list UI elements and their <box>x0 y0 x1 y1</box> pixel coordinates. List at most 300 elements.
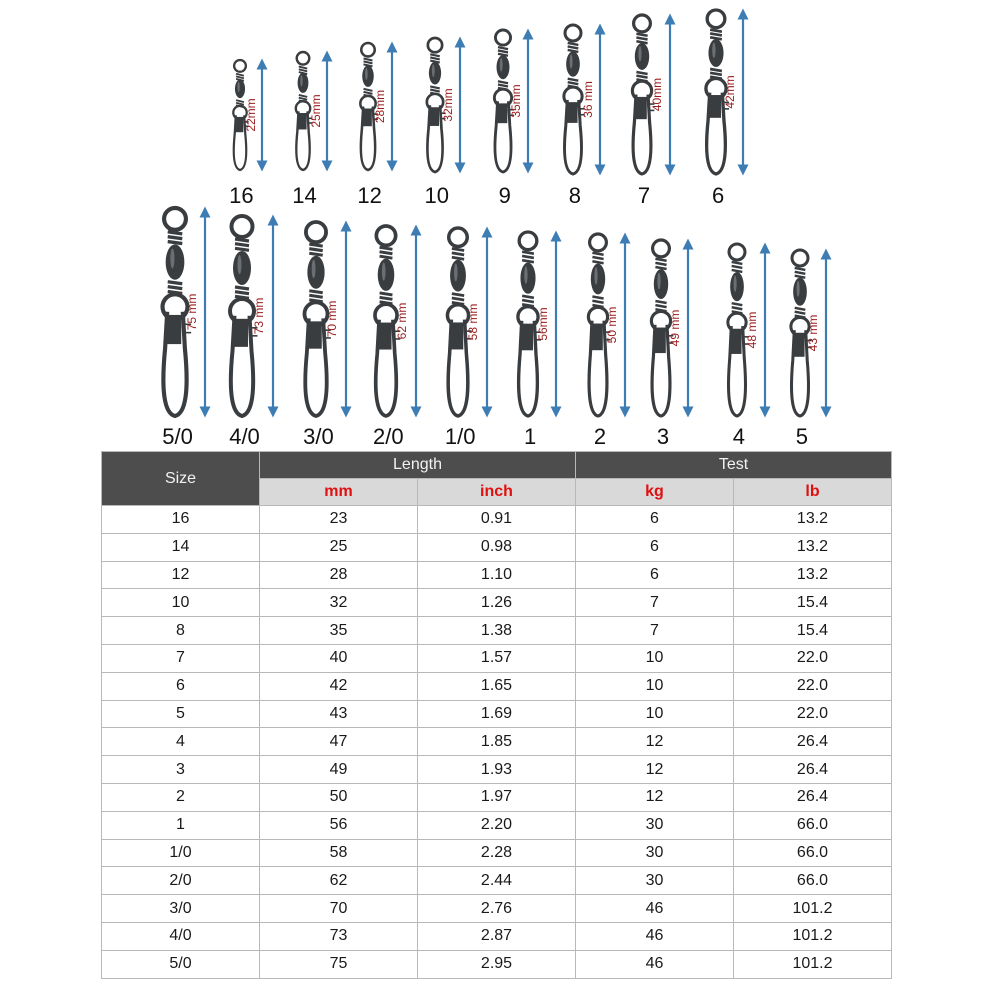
length-label: 62 mm <box>395 302 409 340</box>
kg-cell: 10 <box>576 672 734 700</box>
kg-cell: 30 <box>576 811 734 839</box>
top-eye-ring <box>232 216 253 237</box>
wire-coil <box>235 244 249 246</box>
wire-coil <box>364 92 373 94</box>
kg-cell: 46 <box>576 950 734 978</box>
lb-cell: 15.4 <box>734 617 892 645</box>
swivel <box>494 30 528 208</box>
top-eye-ring <box>449 228 467 246</box>
wire-coil <box>592 253 603 255</box>
size-label: 4 <box>732 424 746 449</box>
barrel-highlight <box>170 249 174 269</box>
swivel-barrel <box>166 244 185 279</box>
wire-coil <box>568 82 579 84</box>
wire-coil <box>732 270 743 272</box>
mm-cell: 32 <box>260 589 418 617</box>
wire-coil <box>168 282 183 284</box>
wire-coil <box>522 296 534 298</box>
wire-coil <box>452 257 464 259</box>
swivel <box>564 25 600 208</box>
swivel <box>357 43 392 208</box>
wire-coil <box>364 58 373 60</box>
wire-coil <box>299 69 307 71</box>
wire-coil <box>380 247 393 249</box>
length-label: 28mm <box>373 89 387 124</box>
barrel-highlight <box>797 281 800 297</box>
kg-cell: 12 <box>576 728 734 756</box>
size-label: 5 <box>795 424 809 449</box>
lb-cell: 101.2 <box>734 950 892 978</box>
swivel-barrel <box>362 65 374 87</box>
kg-cell: 10 <box>576 644 734 672</box>
table-row <box>102 839 892 867</box>
length-label: 73 mm <box>252 297 266 335</box>
top-eye-ring <box>590 234 607 251</box>
swivel-barrel <box>497 55 510 79</box>
bottom-row-swivels <box>162 208 826 449</box>
wire-coil <box>592 257 603 259</box>
size-cell: 5/0 <box>102 950 260 978</box>
mm-cell: 23 <box>260 506 418 534</box>
length-label: 32mm <box>441 88 455 122</box>
snap-lock-sleeve <box>520 324 533 351</box>
wire-coil <box>380 252 393 254</box>
wire-coil <box>452 294 464 296</box>
size-cell: 2 <box>102 783 260 811</box>
length-label: 36 mm <box>581 81 595 118</box>
snap-lock-sleeve <box>362 108 372 126</box>
wire-coil <box>309 244 322 246</box>
swivel <box>706 10 743 208</box>
mm-cell: 62 <box>260 867 418 895</box>
wire-coil <box>522 256 534 258</box>
swivel-barrel <box>793 278 807 306</box>
mm-cell: 43 <box>260 700 418 728</box>
size-label: 12 <box>357 183 382 208</box>
wire-coil <box>655 301 666 303</box>
barrel-highlight <box>382 262 386 280</box>
size-cell: 4/0 <box>102 922 260 950</box>
swivel-barrel <box>708 39 723 67</box>
wire-coil <box>568 79 579 81</box>
swivel-barrel <box>635 43 649 70</box>
wire-coil <box>655 305 666 307</box>
kg-cell: 6 <box>576 506 734 534</box>
lb-cell: 66.0 <box>734 867 892 895</box>
lb-cell: 101.2 <box>734 895 892 923</box>
kg-cell: 6 <box>576 561 734 589</box>
wire-coil <box>568 43 579 45</box>
length-label: 56mm <box>536 307 550 341</box>
inch-cell: 2.44 <box>418 867 576 895</box>
wire-coil <box>299 67 307 69</box>
inch-cell: 1.26 <box>418 589 576 617</box>
wire-coil <box>498 50 508 52</box>
size-label: 1/0 <box>444 424 476 449</box>
swivel <box>229 60 262 208</box>
swivel-barrel <box>429 62 441 85</box>
length-label: 58 mm <box>466 303 480 341</box>
wire-coil <box>498 47 508 49</box>
wire-coil <box>710 33 722 35</box>
lb-unit-header: lb <box>734 479 892 506</box>
wire-coil <box>592 261 603 263</box>
top-eye-ring <box>428 38 442 52</box>
swivel <box>162 208 205 449</box>
lb-cell: 13.2 <box>734 506 892 534</box>
mm-cell: 42 <box>260 672 418 700</box>
wire-coil <box>795 268 806 270</box>
wire-coil <box>592 296 603 298</box>
wire-coil <box>235 248 249 250</box>
top-eye-ring <box>376 226 395 245</box>
top-eye-ring <box>306 222 326 242</box>
inch-cell: 1.69 <box>418 700 576 728</box>
mm-cell: 49 <box>260 756 418 784</box>
kg-cell: 46 <box>576 895 734 923</box>
swivel-barrel <box>298 73 309 93</box>
wire-coil <box>636 34 647 36</box>
table-row <box>102 895 892 923</box>
wire-coil <box>235 292 249 294</box>
mm-cell: 28 <box>260 561 418 589</box>
size-label: 8 <box>568 183 582 208</box>
size-cell: 4 <box>102 728 260 756</box>
wire-coil <box>710 30 722 32</box>
mm-cell: 58 <box>260 839 418 867</box>
top-row-swivels <box>229 10 743 208</box>
swivel <box>588 234 625 449</box>
top-eye-ring <box>361 43 374 56</box>
inch-cell: 0.91 <box>418 506 576 534</box>
swivel <box>632 15 670 208</box>
wire-coil <box>498 85 508 87</box>
swivel <box>373 226 416 449</box>
barrel-highlight <box>365 68 368 80</box>
top-eye-ring <box>792 250 808 266</box>
swivel-barrel <box>235 79 245 98</box>
snap-lock-sleeve <box>654 328 666 354</box>
swivel-barrel <box>307 256 324 289</box>
inch-cell: 1.97 <box>418 783 576 811</box>
top-eye-ring <box>634 15 651 32</box>
top-eye-ring <box>653 240 670 257</box>
wire-coil <box>235 287 249 289</box>
snap-lock-sleeve <box>378 323 392 350</box>
mm-cell: 47 <box>260 728 418 756</box>
wire-coil <box>710 73 722 75</box>
table-row <box>102 672 892 700</box>
swivel <box>292 52 327 208</box>
length-label: 50 mm <box>605 306 619 344</box>
wire-coil <box>795 272 806 274</box>
table-row <box>102 561 892 589</box>
swivel-size-figure <box>0 0 994 450</box>
snap-lock-sleeve <box>793 333 804 357</box>
snap-lock-sleeve <box>730 329 741 354</box>
test-group-header: Test <box>576 452 892 479</box>
barrel-highlight <box>712 42 715 58</box>
length-group-header: Length <box>260 452 576 479</box>
swivel <box>303 222 346 449</box>
wire-coil <box>710 37 722 39</box>
lb-cell: 22.0 <box>734 672 892 700</box>
mm-cell: 75 <box>260 950 418 978</box>
barrel-highlight <box>657 273 660 290</box>
wire-coil <box>309 291 322 293</box>
size-label: 5/0 <box>162 424 193 449</box>
wire-coil <box>236 103 244 105</box>
lb-cell: 66.0 <box>734 839 892 867</box>
lb-cell: 26.4 <box>734 756 892 784</box>
wire-coil <box>236 74 244 76</box>
size-cell: 8 <box>102 617 260 645</box>
size-label: 3/0 <box>303 424 334 449</box>
barrel-highlight <box>312 260 316 278</box>
top-eye-ring <box>164 208 186 230</box>
swivel <box>791 250 826 449</box>
table-body <box>102 506 892 979</box>
table-row <box>102 644 892 672</box>
length-label: 42mm <box>723 75 737 109</box>
size-label: 16 <box>229 183 254 208</box>
table-row <box>102 700 892 728</box>
wire-coil <box>168 242 183 244</box>
top-eye-ring <box>707 10 725 28</box>
wire-coil <box>430 57 440 59</box>
snap-lock-sleeve <box>566 102 577 123</box>
top-eye-ring <box>729 244 745 260</box>
inch-cell: 2.28 <box>418 839 576 867</box>
mm-cell: 70 <box>260 895 418 923</box>
size-label: 3 <box>656 424 670 449</box>
lb-cell: 22.0 <box>734 700 892 728</box>
table-row <box>102 756 892 784</box>
swivel <box>728 244 765 449</box>
wire-coil <box>732 307 743 309</box>
size-cell: 2/0 <box>102 867 260 895</box>
snap-lock-sleeve <box>450 322 463 349</box>
snap-lock-sleeve <box>635 97 647 119</box>
barrel-highlight <box>524 266 527 284</box>
table-row <box>102 922 892 950</box>
size-label: 7 <box>637 183 651 208</box>
mm-cell: 50 <box>260 783 418 811</box>
size-cell: 7 <box>102 644 260 672</box>
length-label: 22mm <box>244 98 258 132</box>
lb-cell: 66.0 <box>734 811 892 839</box>
lb-cell: 13.2 <box>734 533 892 561</box>
lb-cell: 22.0 <box>734 644 892 672</box>
top-eye-ring <box>234 60 246 72</box>
length-label: 25mm <box>309 94 323 128</box>
wire-coil <box>380 293 393 295</box>
size-label: 2/0 <box>373 424 404 449</box>
barrel-highlight <box>432 64 435 77</box>
snap-lock-sleeve <box>235 117 243 132</box>
barrel-highlight <box>570 54 573 68</box>
wire-coil <box>636 76 647 78</box>
wire-coil <box>452 248 464 250</box>
inch-cell: 1.57 <box>418 644 576 672</box>
length-label: 40mm <box>650 77 664 112</box>
wire-coil <box>732 303 743 305</box>
snap-lock-sleeve <box>708 95 721 118</box>
mm-cell: 35 <box>260 617 418 645</box>
barrel-highlight <box>734 276 737 292</box>
snap-lock-sleeve <box>307 321 321 348</box>
kg-cell: 7 <box>576 589 734 617</box>
inch-cell: 2.20 <box>418 811 576 839</box>
table-row <box>102 533 892 561</box>
size-label: 14 <box>292 183 317 208</box>
swivel-barrel <box>233 251 251 285</box>
kg-cell: 10 <box>576 700 734 728</box>
top-eye-ring <box>565 25 581 41</box>
table-row <box>102 867 892 895</box>
lb-cell: 15.4 <box>734 589 892 617</box>
wire-coil <box>795 308 806 310</box>
table-row <box>102 783 892 811</box>
size-label: 10 <box>424 183 449 208</box>
wire-coil <box>168 237 183 239</box>
barrel-highlight <box>500 58 503 72</box>
length-label: 75 mm <box>185 293 199 331</box>
wire-coil <box>168 232 183 234</box>
wire-coil <box>452 298 464 300</box>
size-label: 4/0 <box>229 424 260 449</box>
inch-cell: 1.10 <box>418 561 576 589</box>
inch-cell: 0.98 <box>418 533 576 561</box>
size-cell: 12 <box>102 561 260 589</box>
size-cell: 14 <box>102 533 260 561</box>
length-label: 35mm <box>509 84 523 118</box>
wire-coil <box>430 54 440 56</box>
kg-cell: 12 <box>576 756 734 784</box>
kg-cell: 46 <box>576 922 734 950</box>
mm-cell: 56 <box>260 811 418 839</box>
kg-unit-header: kg <box>576 479 734 506</box>
swivel <box>229 216 273 449</box>
inch-cell: 1.85 <box>418 728 576 756</box>
wire-coil <box>522 260 534 262</box>
lb-cell: 26.4 <box>734 728 892 756</box>
length-label: 49 mm <box>668 309 682 347</box>
inch-cell: 1.65 <box>418 672 576 700</box>
table-row <box>102 811 892 839</box>
table-row <box>102 728 892 756</box>
size-label: 9 <box>498 183 511 208</box>
snap-lock-sleeve <box>166 315 182 344</box>
wire-coil <box>299 95 307 97</box>
wire-coil <box>732 262 743 264</box>
wire-coil <box>636 41 647 43</box>
swivel-barrel <box>450 260 466 292</box>
wire-coil <box>568 46 579 48</box>
length-label: 43 mm <box>806 314 820 352</box>
wire-coil <box>636 72 647 74</box>
top-eye-ring <box>297 52 310 65</box>
mm-unit-header: mm <box>260 479 418 506</box>
lb-cell: 13.2 <box>734 561 892 589</box>
kg-cell: 6 <box>576 533 734 561</box>
wire-coil <box>522 300 534 302</box>
size-cell: 5 <box>102 700 260 728</box>
inch-cell: 1.38 <box>418 617 576 645</box>
swivel <box>424 38 460 208</box>
size-cell: 16 <box>102 506 260 534</box>
wire-coil <box>655 263 666 265</box>
barrel-highlight <box>638 46 641 61</box>
barrel-highlight <box>594 267 597 284</box>
snap-lock-sleeve <box>591 324 603 351</box>
kg-cell: 30 <box>576 839 734 867</box>
table-row <box>102 950 892 978</box>
swivel-barrel <box>730 272 744 301</box>
size-cell: 3 <box>102 756 260 784</box>
swivel-barrel <box>378 259 395 291</box>
swivel-barrel <box>591 264 605 295</box>
wire-coil <box>430 90 440 92</box>
kg-cell: 7 <box>576 617 734 645</box>
size-cell: 6 <box>102 672 260 700</box>
inch-cell: 2.87 <box>418 922 576 950</box>
swivel <box>445 228 487 449</box>
snap-lock-sleeve <box>233 319 248 347</box>
swivel <box>518 232 556 449</box>
mm-cell: 40 <box>260 644 418 672</box>
kg-cell: 30 <box>576 867 734 895</box>
snap-lock-sleeve <box>429 107 439 126</box>
wire-coil <box>364 89 373 91</box>
wire-coil <box>309 295 322 297</box>
mm-cell: 73 <box>260 922 418 950</box>
wire-coil <box>364 61 373 63</box>
wire-coil <box>236 76 244 78</box>
lb-cell: 26.4 <box>734 783 892 811</box>
size-label: 2 <box>593 424 607 449</box>
wire-coil <box>236 100 244 102</box>
swivel-barrel <box>566 51 580 76</box>
swivel <box>651 240 688 449</box>
top-eye-ring <box>519 232 537 250</box>
snap-lock-sleeve <box>298 113 307 129</box>
wire-coil <box>380 297 393 299</box>
kg-cell: 12 <box>576 783 734 811</box>
barrel-highlight <box>238 255 242 274</box>
wire-coil <box>299 98 307 100</box>
length-label: 70 mm <box>325 300 339 338</box>
table-group-header-row <box>102 452 892 479</box>
swivel-barrel <box>520 263 535 294</box>
wire-coil <box>309 253 322 255</box>
wire-coil <box>309 249 322 251</box>
size-spec-table <box>101 451 892 979</box>
wire-coil <box>592 301 603 303</box>
barrel-highlight <box>237 82 239 92</box>
size-cell: 1/0 <box>102 839 260 867</box>
wire-coil <box>732 266 743 268</box>
wire-coil <box>795 276 806 278</box>
swivel-barrel <box>654 269 668 299</box>
snap-lock-sleeve <box>497 103 508 123</box>
barrel-highlight <box>300 75 302 86</box>
wire-coil <box>430 86 440 88</box>
wire-coil <box>452 253 464 255</box>
wire-coil <box>795 312 806 314</box>
wire-coil <box>380 256 393 258</box>
wire-coil <box>235 239 249 241</box>
